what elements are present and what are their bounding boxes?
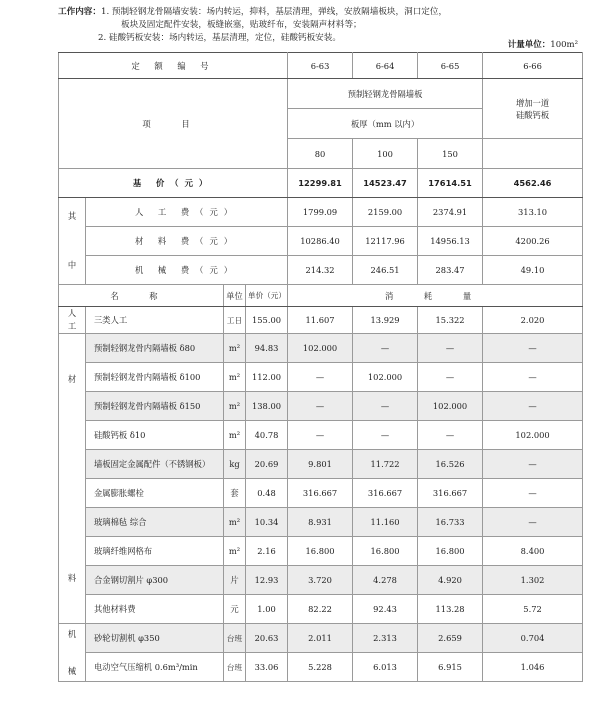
thickness-value: 100	[353, 139, 418, 169]
consumption-value: 15.322	[418, 307, 483, 334]
resource-price: 155.00	[246, 307, 288, 334]
cost-value: 313.10	[483, 198, 583, 227]
consumption-value: 6.013	[353, 653, 418, 682]
consumption-value: 316.667	[353, 479, 418, 508]
resource-price: 112.00	[246, 363, 288, 392]
among-label: 其 中	[59, 198, 86, 285]
material-row	[59, 450, 583, 479]
code-cell: 6-65	[418, 53, 483, 79]
consumption-value: 6.915	[418, 653, 483, 682]
resource-price: 1.00	[246, 595, 288, 624]
consumption-value: 5.72	[483, 595, 583, 624]
consumption-value: —	[483, 450, 583, 479]
resource-name: 玻璃棉毡 综合	[86, 508, 224, 537]
resource-price: 20.63	[246, 624, 288, 653]
consumption-value: 2.313	[353, 624, 418, 653]
consumption-value: —	[483, 479, 583, 508]
consumption-value: —	[288, 363, 353, 392]
work-content-line-1: 工作内容：1. 预制轻钢龙骨隔墙安装：场内转运，抑料，基层清理，弹线，安放隔墙板块，洞口定位，	[58, 7, 448, 17]
base-price-value: 12299.81	[288, 169, 353, 198]
consumption-value: 16.800	[418, 537, 483, 566]
base-price-value: 17614.51	[418, 169, 483, 198]
base-price-value: 14523.47	[353, 169, 418, 198]
cost-value: 14956.13	[418, 227, 483, 256]
base-price-row	[59, 169, 583, 198]
consumption-value: 82.22	[288, 595, 353, 624]
cost-label: 机 械 费（元）	[86, 256, 288, 285]
consumption-value: 16.733	[418, 508, 483, 537]
cost-row	[59, 256, 583, 285]
consumption-value: 0.704	[483, 624, 583, 653]
machine-row	[59, 653, 583, 682]
material-row	[59, 479, 583, 508]
code-cell: 6-64	[353, 53, 418, 79]
consumption-value: 5.228	[288, 653, 353, 682]
work-content-line-3: 2. 硅酸钙板安装：场内转运，基层清理，定位，硅酸钙板安装。	[98, 33, 341, 43]
resource-unit: 片	[224, 566, 246, 595]
labor-category: 人 工	[59, 307, 86, 334]
consumption-value: 1.046	[483, 653, 583, 682]
group-label: 预制轻钢龙骨隔墙板	[288, 79, 483, 109]
thickness-value: 150	[418, 139, 483, 169]
material-row	[59, 595, 583, 624]
resource-name: 砂轮切割机 φ350	[86, 624, 224, 653]
cost-value: 12117.96	[353, 227, 418, 256]
work-content-line-2: 板块及固定配件安装，板缝嵌塞，贴玻纤布，安装隔声材料等；	[121, 20, 362, 30]
resource-name: 预制轻钢龙骨内隔墙板 δ100	[86, 363, 224, 392]
resource-price: 0.48	[246, 479, 288, 508]
extra-column-label: 增加一道 硅酸钙板	[483, 79, 583, 139]
consumption-value: —	[353, 392, 418, 421]
material-row	[59, 334, 583, 363]
base-price-value: 4562.46	[483, 169, 583, 198]
consumption-value: 1.302	[483, 566, 583, 595]
consumption-value: 13.929	[353, 307, 418, 334]
machine-category: 机 械	[59, 624, 86, 682]
code-cell: 6-66	[483, 53, 583, 79]
cost-row	[59, 227, 583, 256]
cost-value: 10286.40	[288, 227, 353, 256]
unit-header: 单位	[224, 285, 246, 307]
consumption-value: 11.160	[353, 508, 418, 537]
material-category: 材 料	[59, 334, 86, 624]
consumption-value: —	[288, 392, 353, 421]
code-row	[59, 53, 583, 79]
consumption-value: 2.659	[418, 624, 483, 653]
cost-value: 214.32	[288, 256, 353, 285]
material-row	[59, 392, 583, 421]
name-header: 名 称	[59, 285, 224, 307]
consumption-value: 16.800	[288, 537, 353, 566]
thickness-value: 80	[288, 139, 353, 169]
consumption-value: 316.667	[418, 479, 483, 508]
labor-row	[59, 307, 583, 334]
resource-name: 墙板固定金属配件（不锈钢板）	[86, 450, 224, 479]
resource-name: 预制轻钢龙骨内隔墙板 δ150	[86, 392, 224, 421]
resource-name: 合金钢切割片 φ300	[86, 566, 224, 595]
material-row	[59, 566, 583, 595]
material-row	[59, 537, 583, 566]
consumption-value: —	[418, 421, 483, 450]
resource-unit: kg	[224, 450, 246, 479]
resource-unit: m²	[224, 421, 246, 450]
resource-price: 33.06	[246, 653, 288, 682]
resource-unit: 台班	[224, 653, 246, 682]
work-content-label: 工作内容：	[58, 7, 101, 17]
consumption-value: 92.43	[353, 595, 418, 624]
resource-price: 12.93	[246, 566, 288, 595]
resource-unit: m²	[224, 508, 246, 537]
resource-unit: 套	[224, 479, 246, 508]
consumption-value: 4.920	[418, 566, 483, 595]
consumption-value: —	[483, 363, 583, 392]
consumption-value: 16.526	[418, 450, 483, 479]
resource-name: 三类人工	[86, 307, 224, 334]
resource-name: 硅酸钙板 δ10	[86, 421, 224, 450]
base-price-label: 基 价（元）	[59, 169, 288, 198]
material-row	[59, 508, 583, 537]
consumption-value: 9.801	[288, 450, 353, 479]
code-label: 定 额 编 号	[59, 53, 288, 79]
consumption-value: 316.667	[288, 479, 353, 508]
consumption-value: 102.000	[483, 421, 583, 450]
consumption-value: 11.607	[288, 307, 353, 334]
consumption-value: 8.931	[288, 508, 353, 537]
resource-unit: 台班	[224, 624, 246, 653]
consumption-value: 11.722	[353, 450, 418, 479]
cost-value: 2159.00	[353, 198, 418, 227]
resource-unit: m²	[224, 537, 246, 566]
resource-name: 预制轻钢龙骨内隔墙板 δ80	[86, 334, 224, 363]
resource-unit: m²	[224, 363, 246, 392]
resource-name: 电动空气压缩机 0.6m³/min	[86, 653, 224, 682]
item-group-row	[59, 79, 583, 109]
resource-unit: m²	[224, 392, 246, 421]
consumption-value: 102.000	[418, 392, 483, 421]
resource-name: 其他材料费	[86, 595, 224, 624]
resource-name: 玻璃纤维网格布	[86, 537, 224, 566]
consumption-value: —	[418, 363, 483, 392]
consumption-value: —	[483, 334, 583, 363]
resource-price: 94.83	[246, 334, 288, 363]
consumption-value: 16.800	[353, 537, 418, 566]
thickness-label: 板厚（mm 以内）	[288, 109, 483, 139]
consumption-value: 102.000	[353, 363, 418, 392]
consumption-value: —	[483, 508, 583, 537]
consumption-value: —	[353, 421, 418, 450]
quota-table	[58, 52, 583, 682]
cost-value: 4200.26	[483, 227, 583, 256]
consumption-value: 113.28	[418, 595, 483, 624]
item-label: 项 目	[59, 79, 288, 169]
machine-row	[59, 624, 583, 653]
resource-name: 金属膨胀螺栓	[86, 479, 224, 508]
resource-price: 138.00	[246, 392, 288, 421]
resource-unit: 工日	[224, 307, 246, 334]
cost-label: 人 工 费（元）	[86, 198, 288, 227]
consumption-value: 2.011	[288, 624, 353, 653]
cost-label: 材 料 费（元）	[86, 227, 288, 256]
cost-value: 2374.91	[418, 198, 483, 227]
material-row	[59, 363, 583, 392]
consumption-value: —	[483, 392, 583, 421]
consumption-value: 2.020	[483, 307, 583, 334]
cost-row	[59, 198, 583, 227]
cost-value: 1799.09	[288, 198, 353, 227]
resource-unit: 元	[224, 595, 246, 624]
consumption-value: 4.278	[353, 566, 418, 595]
material-row	[59, 421, 583, 450]
code-cell: 6-63	[288, 53, 353, 79]
empty-cell	[483, 139, 583, 169]
consumption-value: —	[418, 334, 483, 363]
resource-unit: m²	[224, 334, 246, 363]
resource-price: 20.69	[246, 450, 288, 479]
consumption-value: —	[288, 421, 353, 450]
cost-value: 49.10	[483, 256, 583, 285]
consumption-value: —	[353, 334, 418, 363]
consumption-value: 3.720	[288, 566, 353, 595]
consumption-value: 8.400	[483, 537, 583, 566]
cost-value: 246.51	[353, 256, 418, 285]
consumption-header: 消 耗 量	[288, 285, 583, 307]
column-header-row	[59, 285, 583, 307]
resource-price: 40.78	[246, 421, 288, 450]
consumption-value: 102.000	[288, 334, 353, 363]
cost-value: 283.47	[418, 256, 483, 285]
resource-price: 10.34	[246, 508, 288, 537]
measurement-unit: 计量单位：100m²	[507, 40, 578, 50]
price-header: 单价（元）	[246, 285, 288, 307]
resource-price: 2.16	[246, 537, 288, 566]
